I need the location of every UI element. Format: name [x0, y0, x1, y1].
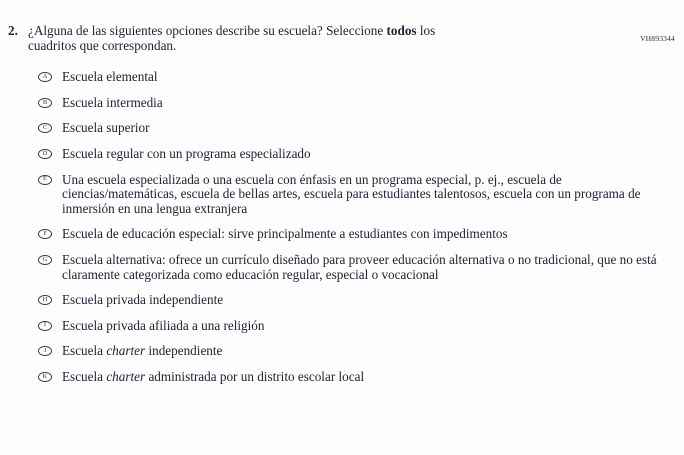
questionnaire-page [0, 24, 684, 455]
form-code: VH893344 [640, 34, 675, 43]
question-block [8, 24, 684, 53]
answer-bubble-F[interactable]: F [38, 229, 52, 239]
answer-bubble-K[interactable]: K [38, 372, 52, 382]
answer-bubble-I[interactable]: I [38, 321, 52, 331]
option-B[interactable] [38, 96, 684, 111]
option-J[interactable] [38, 344, 684, 359]
answer-bubble-J[interactable]: J [38, 346, 52, 356]
answer-bubble-C[interactable]: C [38, 123, 52, 133]
answer-bubble-H[interactable]: H [38, 295, 52, 305]
question-number: 2. [8, 23, 18, 38]
option-H[interactable] [38, 293, 684, 308]
option-label-K: Escuela charter administrada por un distrito escolar local [62, 368, 365, 384]
answer-bubble-D[interactable]: D [38, 149, 52, 159]
option-label-B: Escuela intermedia [62, 94, 163, 110]
option-I[interactable] [38, 319, 684, 334]
option-F[interactable] [38, 227, 684, 242]
option-K[interactable] [38, 370, 684, 385]
answer-bubble-E[interactable]: E [38, 175, 52, 185]
option-label-A: Escuela elemental [62, 69, 158, 85]
option-label-I: Escuela privada afiliada a una religión [62, 317, 265, 333]
option-label-G: Escuela alternativa: ofrece un currículo diseñado para proveer educación alternativa o no tradicional, que no está claramente categorizada como educación regular, especial o vocacional [62, 251, 657, 282]
option-label-H: Escuela privada independiente [62, 292, 224, 308]
option-label-D: Escuela regular con un programa especializado [62, 145, 311, 161]
option-C[interactable] [38, 121, 684, 136]
option-label-C: Escuela superior [62, 120, 150, 136]
option-label-J: Escuela charter independiente [62, 343, 223, 359]
answer-bubble-B[interactable]: B [38, 98, 52, 108]
answer-options-list [38, 70, 684, 384]
question-text-bold: todos [386, 23, 417, 38]
answer-bubble-A[interactable]: A [38, 72, 52, 82]
question-text-part: ¿Alguna de las siguientes opciones describe su escuela? Seleccione [28, 23, 387, 38]
option-label-E: Una escuela especializada o una escuela con énfasis en un programa especial, p. ej., escuela de ciencias/matemáticas, escuela de bellas artes, escuela para estudiantes talentosos, escuela con un programa de inmersión en una lengua extranjera [62, 171, 641, 216]
question-text-part: los cuadritos que correspondan. [28, 23, 436, 53]
question-text [28, 24, 486, 53]
option-A[interactable] [38, 70, 684, 85]
answer-bubble-G[interactable]: G [38, 255, 52, 265]
option-G[interactable] [38, 253, 684, 282]
option-label-F: Escuela de educación especial: sirve principalmente a estudiantes con impedimentos [62, 226, 508, 242]
option-E[interactable] [38, 173, 684, 217]
option-D[interactable] [38, 147, 684, 162]
